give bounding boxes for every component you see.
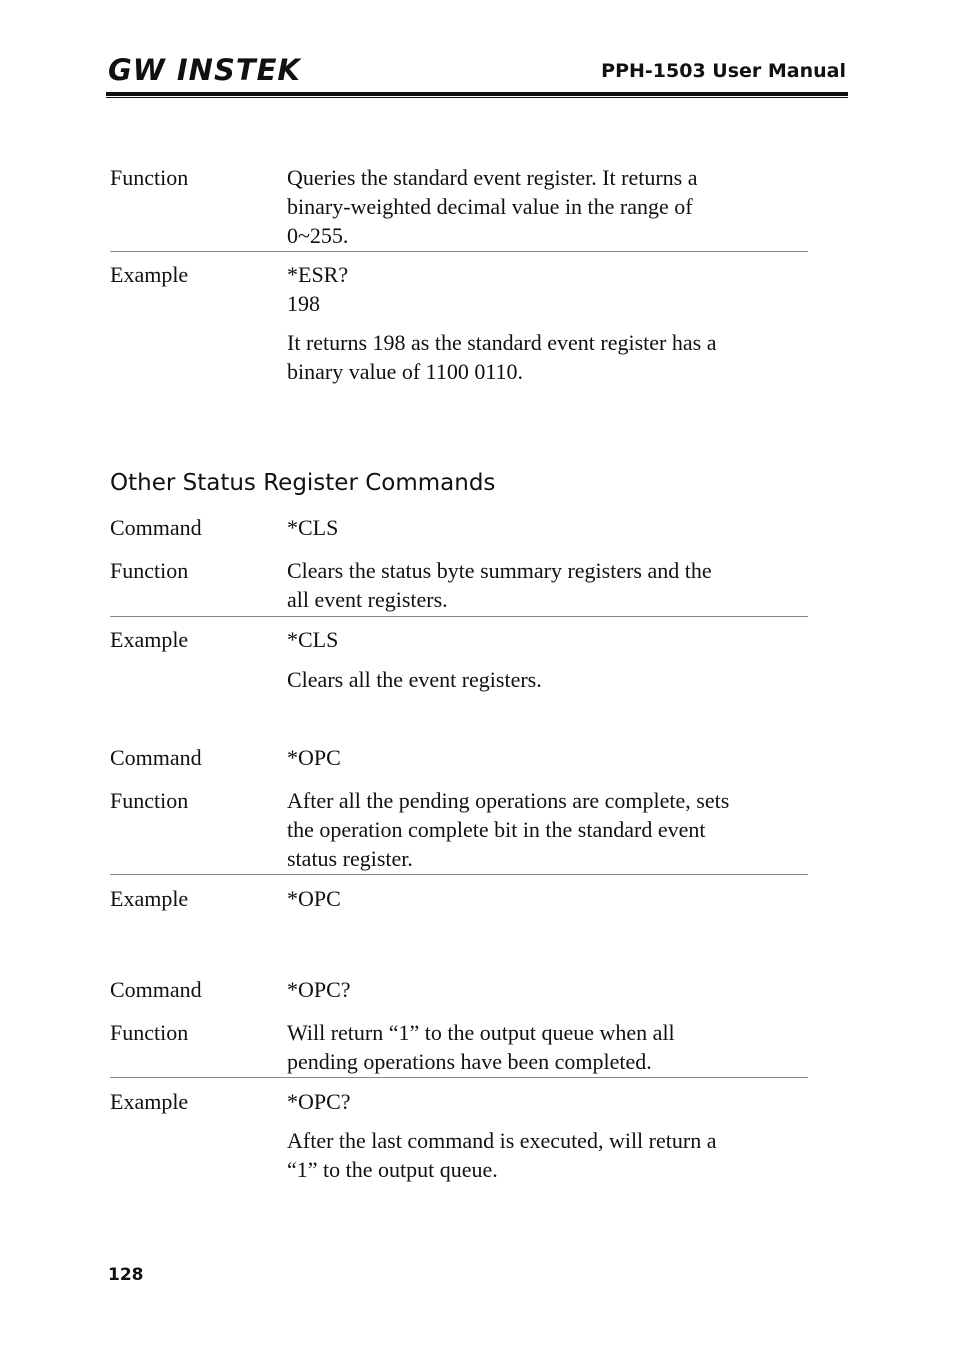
function-label: Function: [110, 1020, 189, 1045]
example-command: *CLS: [287, 627, 339, 652]
text-line: “1” to the output queue.: [287, 1157, 498, 1182]
text-line: all event registers.: [287, 587, 448, 612]
row-divider: [110, 1077, 808, 1078]
function-label: Function: [110, 788, 189, 813]
function-text: [287, 163, 807, 250]
text-line: pending operations have been completed.: [287, 1049, 652, 1074]
page-number: 128: [108, 1265, 144, 1285]
text-line: After all the pending operations are complete, sets: [287, 788, 730, 813]
example-description: Clears all the event registers.: [287, 667, 542, 692]
function-label: Function: [110, 558, 189, 583]
text-line: 198: [287, 291, 320, 316]
text-line: 0~255.: [287, 223, 349, 248]
text-line: binary value of 1100 0110.: [287, 359, 524, 384]
row-divider: [110, 874, 808, 875]
row-divider: [110, 616, 808, 617]
example-command: *OPC: [287, 886, 341, 911]
example-label: Example: [110, 1089, 189, 1114]
example-description: [287, 328, 807, 386]
function-text: [287, 1018, 807, 1076]
text-line: Clears the status byte summary registers and the: [287, 558, 712, 583]
header-rule-thick: [106, 92, 848, 96]
text-line: *ESR?: [287, 262, 349, 287]
function-text: [287, 786, 807, 873]
command-label: Command: [110, 977, 202, 1002]
command-text: *OPC?: [287, 977, 351, 1002]
text-line: status register.: [287, 846, 413, 871]
logo-wordmark: GW INSTEK: [108, 53, 301, 87]
example-label: Example: [110, 886, 189, 911]
text-line: After the last command is executed, will return a: [287, 1128, 717, 1153]
example-command: *OPC?: [287, 1089, 351, 1114]
text-line: Queries the standard event register. It returns a: [287, 165, 698, 190]
example-label: Example: [110, 262, 189, 287]
function-label: Function: [110, 165, 189, 190]
example-label: Example: [110, 627, 189, 652]
command-text: *OPC: [287, 745, 341, 770]
command-label: Command: [110, 515, 202, 540]
manual-title: PPH-1503 User Manual: [601, 60, 846, 82]
text-line: the operation complete bit in the standard event: [287, 817, 706, 842]
function-text: [287, 556, 807, 614]
command-label: Command: [110, 745, 202, 770]
example-command: [287, 260, 807, 318]
row-divider: [110, 251, 808, 252]
text-line: Will return “1” to the output queue when all: [287, 1020, 675, 1045]
header-rule-thin: [106, 97, 848, 98]
text-line: binary-weighted decimal value in the range of: [287, 194, 693, 219]
text-line: It returns 198 as the standard event register has a: [287, 330, 717, 355]
section-heading: Other Status Register Commands: [110, 470, 496, 496]
gw-instek-logo: [108, 53, 301, 87]
command-text: *CLS: [287, 515, 339, 540]
example-description: [287, 1126, 807, 1184]
